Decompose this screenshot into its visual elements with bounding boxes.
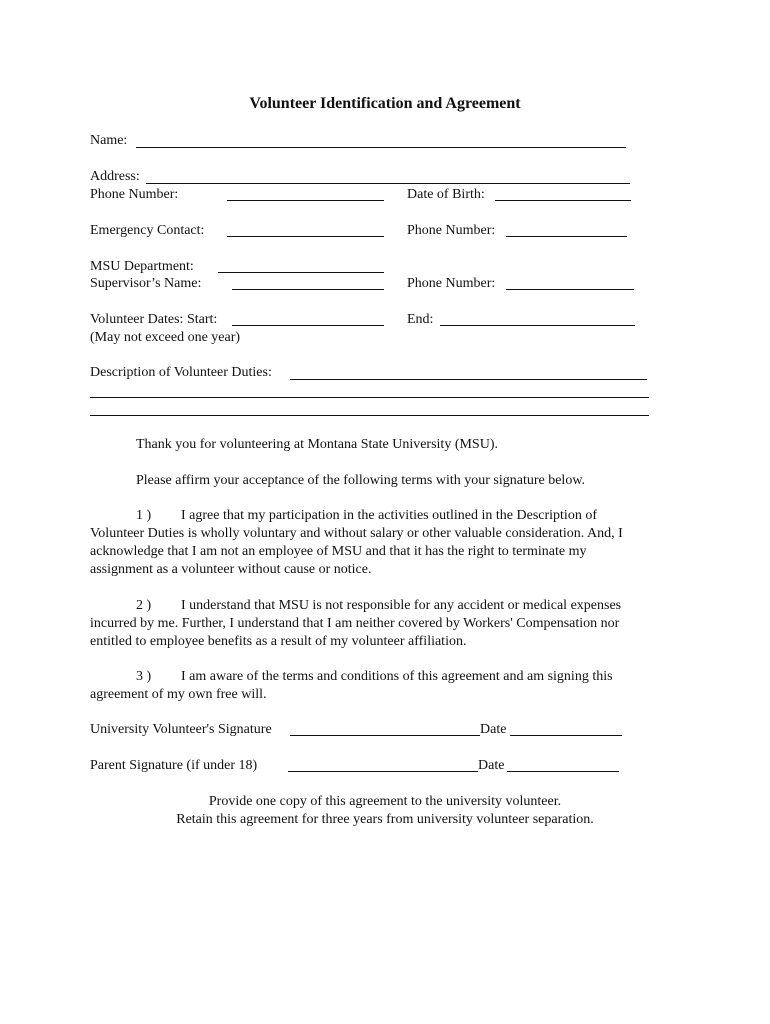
description-field-line-2[interactable] <box>90 397 649 398</box>
term-3-number: 3 ) <box>136 669 152 684</box>
name-field[interactable] <box>136 147 626 148</box>
footer-line-2: Retain this agreement for three years from university volunteer separation. <box>176 812 594 827</box>
date-of-birth-label: Date of Birth: <box>407 187 485 202</box>
volunteer-signature-label: University Volunteer's Signature <box>90 722 272 737</box>
footer-line-1: Provide one copy of this agreement to the university volunteer. <box>208 794 562 809</box>
term-3-line: I am aware of the terms and conditions of this agreement and am signing this <box>181 669 613 684</box>
volunteer-date-field[interactable] <box>510 735 622 736</box>
emergency-phone-label: Phone Number: <box>407 223 496 238</box>
parent-date-label: Date <box>478 758 505 773</box>
address-label: Address: <box>90 169 140 184</box>
description-label: Description of Volunteer Duties: <box>90 365 272 380</box>
page-title: Volunteer Identification and Agreement <box>249 95 521 112</box>
term-2-line: I understand that MSU is not responsible for any accident or medical expenses <box>181 598 622 613</box>
msu-department-field[interactable] <box>218 272 384 273</box>
address-field[interactable] <box>146 183 630 184</box>
emergency-contact-label: Emergency Contact: <box>90 223 205 238</box>
volunteer-dates-start-field[interactable] <box>232 325 384 326</box>
supervisor-name-field[interactable] <box>232 289 384 290</box>
end-date-field[interactable] <box>440 325 635 326</box>
term-1 <box>90 507 690 579</box>
term-1-line: acknowledge that I am not an employee of MSU and that it has the right to terminate my <box>90 544 587 559</box>
term-1-line: assignment as a volunteer without cause or notice. <box>90 562 372 577</box>
affirm-text: Please affirm your acceptance of the following terms with your signature below. <box>136 473 586 488</box>
dates-note: (May not exceed one year) <box>90 330 241 345</box>
term-3 <box>90 668 690 704</box>
term-2-line: entitled to employee benefits as a result of my volunteer affiliation. <box>90 634 467 649</box>
parent-signature-label: Parent Signature (if under 18) <box>90 758 258 773</box>
parent-date-field[interactable] <box>507 771 619 772</box>
msu-department-label: MSU Department: <box>90 259 194 274</box>
term-2-number: 2 ) <box>136 598 152 613</box>
term-1-number: 1 ) <box>136 508 152 523</box>
date-of-birth-field[interactable] <box>495 200 631 201</box>
term-2-line: incurred by me. Further, I understand that I am neither covered by Workers' Compensation nor <box>90 616 620 631</box>
end-date-label: End: <box>407 312 434 327</box>
term-1-line: Volunteer Duties is wholly voluntary and without salary or other valuable consideration. And, I <box>90 526 623 541</box>
emergency-contact-field[interactable] <box>227 236 384 237</box>
parent-signature-field[interactable] <box>288 771 478 772</box>
name-label: Name: <box>90 133 128 148</box>
description-field-line-1[interactable] <box>290 379 647 380</box>
term-2 <box>90 597 690 651</box>
supervisor-name-label: Supervisor’s Name: <box>90 276 202 291</box>
emergency-phone-field[interactable] <box>506 236 627 237</box>
phone-number-label: Phone Number: <box>90 187 179 202</box>
supervisor-phone-field[interactable] <box>506 289 634 290</box>
volunteer-date-label: Date <box>480 722 507 737</box>
supervisor-phone-label: Phone Number: <box>407 276 496 291</box>
description-field-line-3[interactable] <box>90 415 649 416</box>
volunteer-dates-start-label: Volunteer Dates: Start: <box>90 312 218 327</box>
volunteer-signature-field[interactable] <box>290 735 480 736</box>
phone-number-field[interactable] <box>227 200 384 201</box>
term-3-line: agreement of my own free will. <box>90 687 267 702</box>
term-1-line: I agree that my participation in the activities outlined in the Description of <box>181 508 597 523</box>
thank-you-text: Thank you for volunteering at Montana State University (MSU). <box>136 437 498 452</box>
